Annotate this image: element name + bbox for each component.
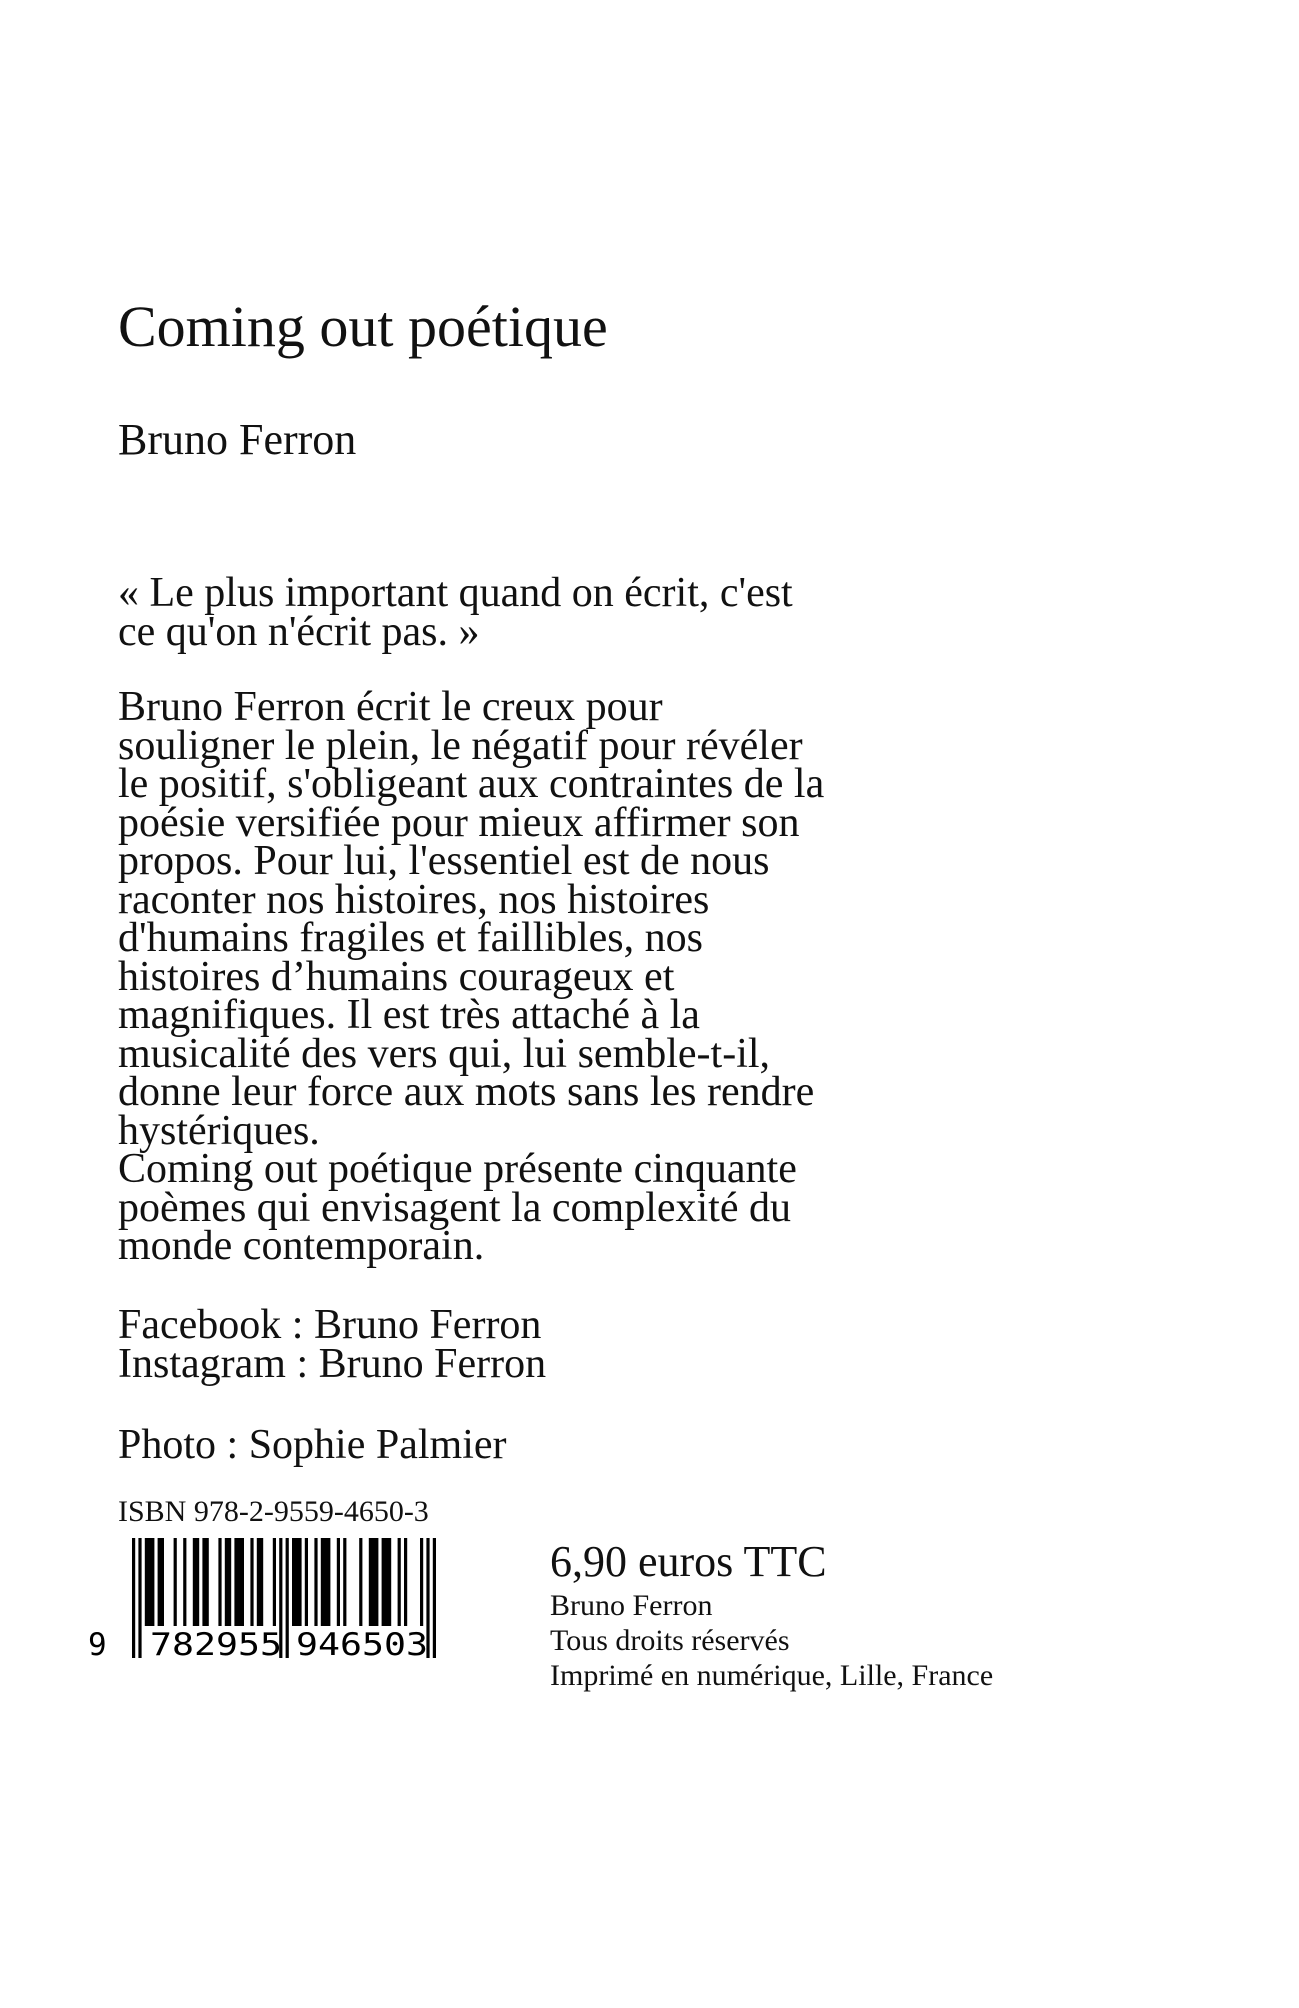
barcode-bar [420, 1538, 423, 1626]
barcode-bar [158, 1538, 164, 1626]
description-line: propos. Pour lui, l'essentiel est de nous [118, 838, 770, 884]
barcode-guard-bar [286, 1538, 289, 1658]
barcode-bar [343, 1538, 346, 1626]
back-cover [88, 0, 1118, 2008]
barcode-graphic [80, 1538, 490, 1658]
barcode-bar [398, 1538, 401, 1626]
imprint-block [550, 1536, 993, 1693]
barcode-bar [382, 1538, 392, 1626]
barcode-bar [273, 1538, 276, 1626]
photo-credit: Photo : Sophie Palmier [118, 1422, 507, 1468]
description-line: histoires d’humains courageux et [118, 953, 675, 1000]
barcode-guard-bar [132, 1538, 135, 1658]
barcode-bar [257, 1538, 263, 1626]
barcode-bar [359, 1538, 362, 1626]
epigraph-quote [118, 570, 978, 655]
barcode-bar [183, 1538, 186, 1626]
barcode-bar [218, 1538, 221, 1626]
barcode-right-digits: 946503 [296, 1627, 428, 1658]
isbn-label: ISBN 978-2-9559-4650-3 [118, 1495, 429, 1528]
price-label: 6,90 euros TTC [550, 1537, 827, 1586]
barcode-bar [321, 1538, 331, 1626]
description-line: le positif, s'obligeant aux contraintes de la [118, 761, 825, 807]
publisher-name: Bruno Ferron [550, 1589, 713, 1622]
quote-line: « Le plus important quand on écrit, c'est [118, 570, 793, 616]
isbn-barcode [80, 1538, 490, 1658]
description-line: hystériques. [118, 1107, 320, 1154]
barcode-first-digit: 9 [88, 1627, 107, 1658]
book-author: Bruno Ferron [118, 415, 357, 464]
barcode-bar [250, 1538, 253, 1626]
description-line: raconter nos histoires, nos histoires [118, 876, 710, 923]
description-line: magnifiques. Il est très attaché à la [118, 992, 700, 1038]
book-description [118, 684, 978, 1269]
social-links [118, 1302, 547, 1387]
quote-line: ce qu'on n'écrit pas. » [118, 609, 480, 655]
description-line: poèmes qui envisagent la complexité du [118, 1184, 791, 1231]
description-line: Bruno Ferron écrit le creux pour [118, 684, 663, 730]
barcode-bar [404, 1538, 407, 1626]
barcode-bar [369, 1538, 379, 1626]
barcode-bar [234, 1538, 244, 1626]
barcode-guard-bar [433, 1538, 436, 1658]
barcode-guard-bar [138, 1538, 141, 1658]
description-line: Coming out poétique présente cinquante [118, 1146, 797, 1192]
barcode-bar [314, 1538, 317, 1626]
barcode-bar [174, 1538, 177, 1626]
rights-notice: Tous droits réservés [550, 1624, 790, 1657]
barcode-bar [193, 1538, 199, 1626]
description-line: poésie versifiée pour mieux affirmer son [118, 799, 800, 846]
barcode-bar [292, 1538, 302, 1626]
barcode-bar [225, 1538, 231, 1626]
barcode-bar [305, 1538, 308, 1626]
description-line: donne leur force aux mots sans les rendre [118, 1069, 815, 1115]
barcode-left-digits: 782955 [150, 1627, 282, 1658]
barcode-bar [145, 1538, 155, 1626]
book-title: Coming out poétique [118, 294, 608, 359]
description-line: souligner le plein, le négatif pour révéler [118, 722, 803, 769]
description-line: d'humains fragiles et faillibles, nos [118, 915, 703, 961]
description-line: musicalité des vers qui, lui semble-t-il, [118, 1030, 771, 1077]
description-line: monde contemporain. [118, 1223, 485, 1269]
instagram-handle: Instagram : Bruno Ferron [118, 1341, 547, 1387]
barcode-bar [202, 1538, 208, 1626]
facebook-handle: Facebook : Bruno Ferron [118, 1302, 542, 1348]
printing-notice: Imprimé en numérique, Lille, France [550, 1659, 994, 1692]
barcode-bar [337, 1538, 340, 1626]
